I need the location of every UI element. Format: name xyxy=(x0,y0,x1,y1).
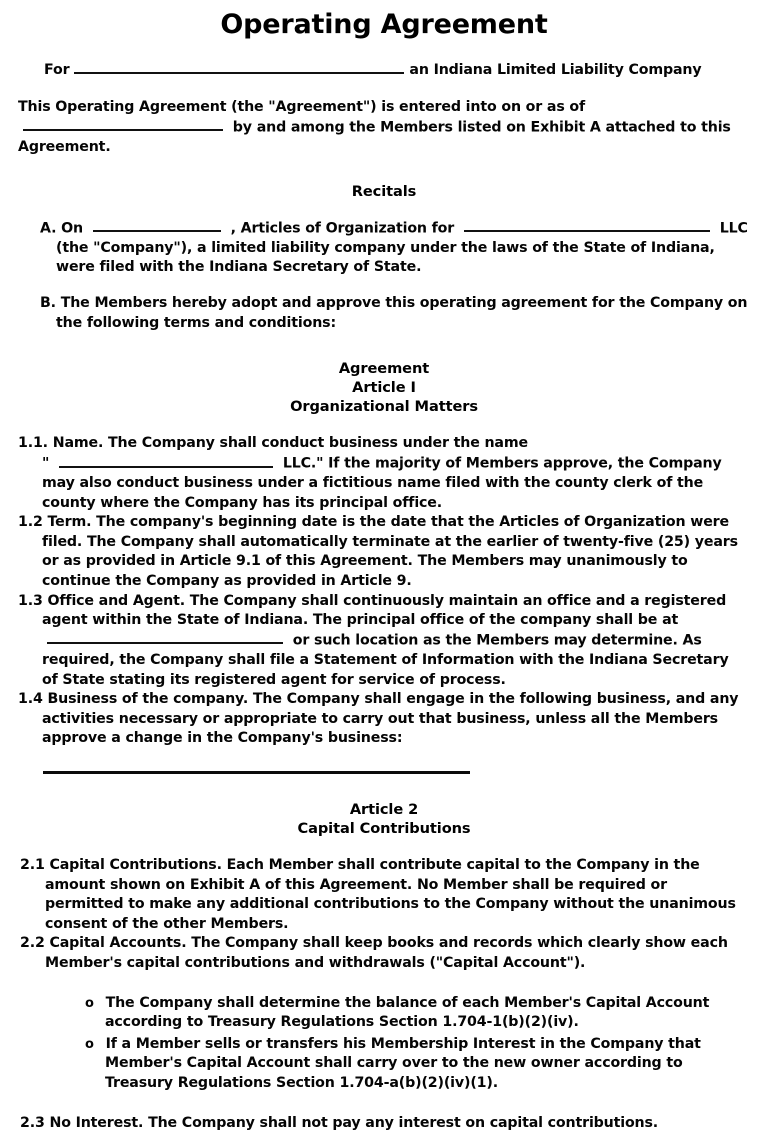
clause-1-4 xyxy=(0,690,768,749)
bullet-marker-icon: o xyxy=(85,1036,94,1052)
clause-1-2-number: 1.2 xyxy=(18,514,43,531)
clause-1-1-number: 1.1. xyxy=(18,435,48,452)
intro-line-2-text: by and among the Members listed on Exhibit A attached to this xyxy=(232,119,731,136)
for-label: For xyxy=(44,61,70,78)
company-name-fill-blank[interactable] xyxy=(59,454,273,468)
recital-b-body: The Members hereby adopt and approve this operating agreement for the Company on the following terms and conditions: xyxy=(56,295,748,331)
clause-1-3-title: Office and Agent. xyxy=(47,592,185,609)
clause-1-4-body: The Company shall engage in the following business, and any activities necessary or appropriate to carry out that business, unless all the Members approve a change in the Company's business: xyxy=(42,691,739,747)
clause-1-1 xyxy=(0,434,768,513)
clause-2-3 xyxy=(0,1114,768,1133)
article-1-heading: Article I xyxy=(352,379,416,397)
clause-2-2-title: Capital Accounts. xyxy=(49,935,187,952)
clause-1-3 xyxy=(0,592,768,691)
clause-2-2-body: The Company shall keep books and records which clearly show each Member's capital contributions and withdrawals ("Capital Account"). xyxy=(45,935,728,972)
clause-1-3-number: 1.3 xyxy=(18,592,43,609)
clause-1-3-body-before: The Company shall continuously maintain an office and a registered agent within the State of Indiana. The principal office of the company shall be at xyxy=(42,592,727,629)
capital-contributions-heading: Capital Contributions xyxy=(297,820,471,838)
recital-a-on-label: On xyxy=(61,220,84,237)
business-description-blank[interactable] xyxy=(43,771,470,774)
clause-1-1-quote: " xyxy=(42,455,50,472)
intro-line-2 xyxy=(18,118,746,138)
recital-a-marker: A. xyxy=(40,220,57,237)
recital-a-company-blank[interactable] xyxy=(464,219,710,233)
article1-heading-block xyxy=(0,359,768,416)
article1-clause-list xyxy=(0,434,768,749)
capital-account-bullet-list xyxy=(0,994,768,1094)
clause-2-3-title: No Interest. xyxy=(49,1114,144,1131)
recital-b-marker: B. xyxy=(40,295,56,312)
clause-2-1 xyxy=(0,856,768,934)
list-item xyxy=(0,994,768,1033)
clause-2-3-body: The Company shall not pay any interest on capital contributions. xyxy=(148,1114,659,1131)
bullet-1-text: The Company shall determine the balance of each Member's Capital Account according to Treasury Regulations Section 1.704-1(b)(2)(iv). xyxy=(105,994,710,1031)
bullet-marker-icon: o xyxy=(85,995,94,1011)
company-name-blank[interactable] xyxy=(74,60,404,74)
recital-a-date-blank[interactable] xyxy=(93,219,221,233)
article-2-heading: Article 2 xyxy=(349,801,419,819)
intro-line-3: Agreement. xyxy=(18,139,111,156)
recital-a-mid-text: , Articles of Organization for xyxy=(230,220,455,237)
principal-office-blank[interactable] xyxy=(47,631,283,645)
organizational-matters-heading: Organizational Matters xyxy=(290,398,478,416)
clause-1-2-body: The company's beginning date is the date that the Articles of Organization were filed. The Company shall automatically terminate at the earlier of twenty-five (25) years or as provided in Article 9.1 of this Agreement. The Members may unanimously to continue the Company as provided in Article 9. xyxy=(42,514,738,590)
bullet-2-text: If a Member sells or transfers his Membership Interest in the Company that Member's Capital Account shall carry over to the new owner according to Treasury Regulations Section 1.704-a(b)(2)(iv)(1). xyxy=(105,1035,701,1091)
clause-1-1-title: Name. xyxy=(52,435,104,452)
article2-heading-block xyxy=(0,800,768,838)
recitals-heading: Recitals xyxy=(351,182,417,200)
clause-2-2 xyxy=(0,934,768,973)
intro-line-1: This Operating Agreement (the "Agreement") is entered into on or as of xyxy=(18,99,586,116)
clause-2-3-number: 2.3 xyxy=(20,1114,45,1131)
clause-1-1-line1: The Company shall conduct business under the name xyxy=(108,435,528,452)
clause-2-2-number: 2.2 xyxy=(20,935,45,952)
for-company-line xyxy=(0,60,768,80)
article2-clause-list xyxy=(0,856,768,974)
recital-item-a xyxy=(0,219,768,278)
for-suffix-text: an Indiana Limited Liability Company xyxy=(409,61,702,78)
document-page xyxy=(0,8,768,1131)
clause-1-2-title: Term. xyxy=(47,514,92,531)
clause-2-1-body: Each Member shall contribute capital to the Company in the amount shown on Exhibit A of this Agreement. No Member shall be required or permitted to make any additional contributions to the Company without the unanimous consent of the other Members. xyxy=(45,857,736,932)
page-title: Operating Agreement xyxy=(220,9,548,40)
clause-1-3-body-after: or such location as the Members may determine. As required, the Company shall file a Statement of Information with the Indiana Secretary of State stating its registered agent for service of process. xyxy=(42,632,729,688)
clause-2-1-number: 2.1 xyxy=(20,857,45,874)
effective-date-blank[interactable] xyxy=(23,118,223,132)
recital-item-b xyxy=(0,294,768,333)
clause-1-4-title: Business of the company. xyxy=(47,691,249,708)
agreement-heading: Agreement xyxy=(338,360,430,378)
recital-a-body: LLC (the "Company"), a limited liability company under the laws of the State of Indiana, were filed with the Indiana Secretary of State. xyxy=(56,220,748,276)
recitals-list xyxy=(0,219,768,334)
intro-paragraph xyxy=(0,98,768,157)
clause-1-2 xyxy=(0,513,768,591)
clause-1-1-body: LLC." If the majority of Members approve, the Company may also conduct business under a fictitious name filed with the county clerk of the county where the Company has its principal office. xyxy=(42,455,722,511)
clause-1-1-name-line xyxy=(42,454,748,513)
clause-1-4-number: 1.4 xyxy=(18,691,43,708)
list-item xyxy=(0,1035,768,1094)
clause-2-1-title: Capital Contributions. xyxy=(49,857,222,874)
